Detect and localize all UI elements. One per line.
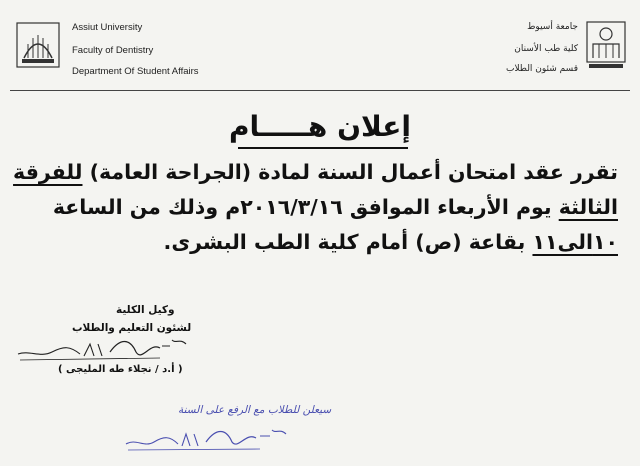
body-line-2 (53, 195, 618, 219)
body-line-1-underlined: للفرقة (13, 160, 83, 184)
signature-role-1: وكيل الكلية (116, 304, 175, 316)
body-line-2-underlined: الثالثة (558, 195, 618, 219)
header-faculty-en: Faculty of Dentistry (72, 45, 154, 56)
handwritten-signature (10, 332, 200, 364)
title-underline (238, 147, 408, 149)
handwritten-note: سيعلن للطلاب مع الرفع على السنة (178, 404, 332, 416)
signatory-name: ( أ.د / نجلاء طه المليجى ) (58, 364, 183, 375)
body-line-1 (13, 160, 618, 184)
header-university-ar: جامعة أسيوط (527, 22, 578, 32)
header-department-ar: قسم شئون الطلاب (505, 64, 578, 74)
body-line-3-underlined: ١٠الى١١ (532, 230, 618, 254)
body-line-1-text: تقرر عقد امتحان أعمال السنة لمادة (الجراحة العامة) (82, 160, 618, 184)
signature-role-2: لشئون التعليم والطلاب (72, 322, 192, 334)
body-line-3 (164, 230, 618, 254)
body-line-2-text: يوم الأربعاء الموافق ٢٠١٦/٣/١٦م وذلك من الساعة (52, 195, 559, 219)
blue-ink-signature (120, 420, 290, 454)
body-line-3-text: بقاعة (ص) أمام كلية الطب البشرى. (163, 230, 533, 254)
header-divider (10, 90, 630, 91)
header-university-en: Assiut University (72, 22, 143, 33)
header-department-en: Department Of Student Affairs (72, 66, 199, 77)
faculty-logo-icon (585, 20, 627, 70)
university-logo-icon (16, 22, 60, 68)
announcement-title: إعلان هـــــام (229, 110, 411, 143)
header-faculty-ar: كلية طب الأسنان (514, 44, 578, 54)
